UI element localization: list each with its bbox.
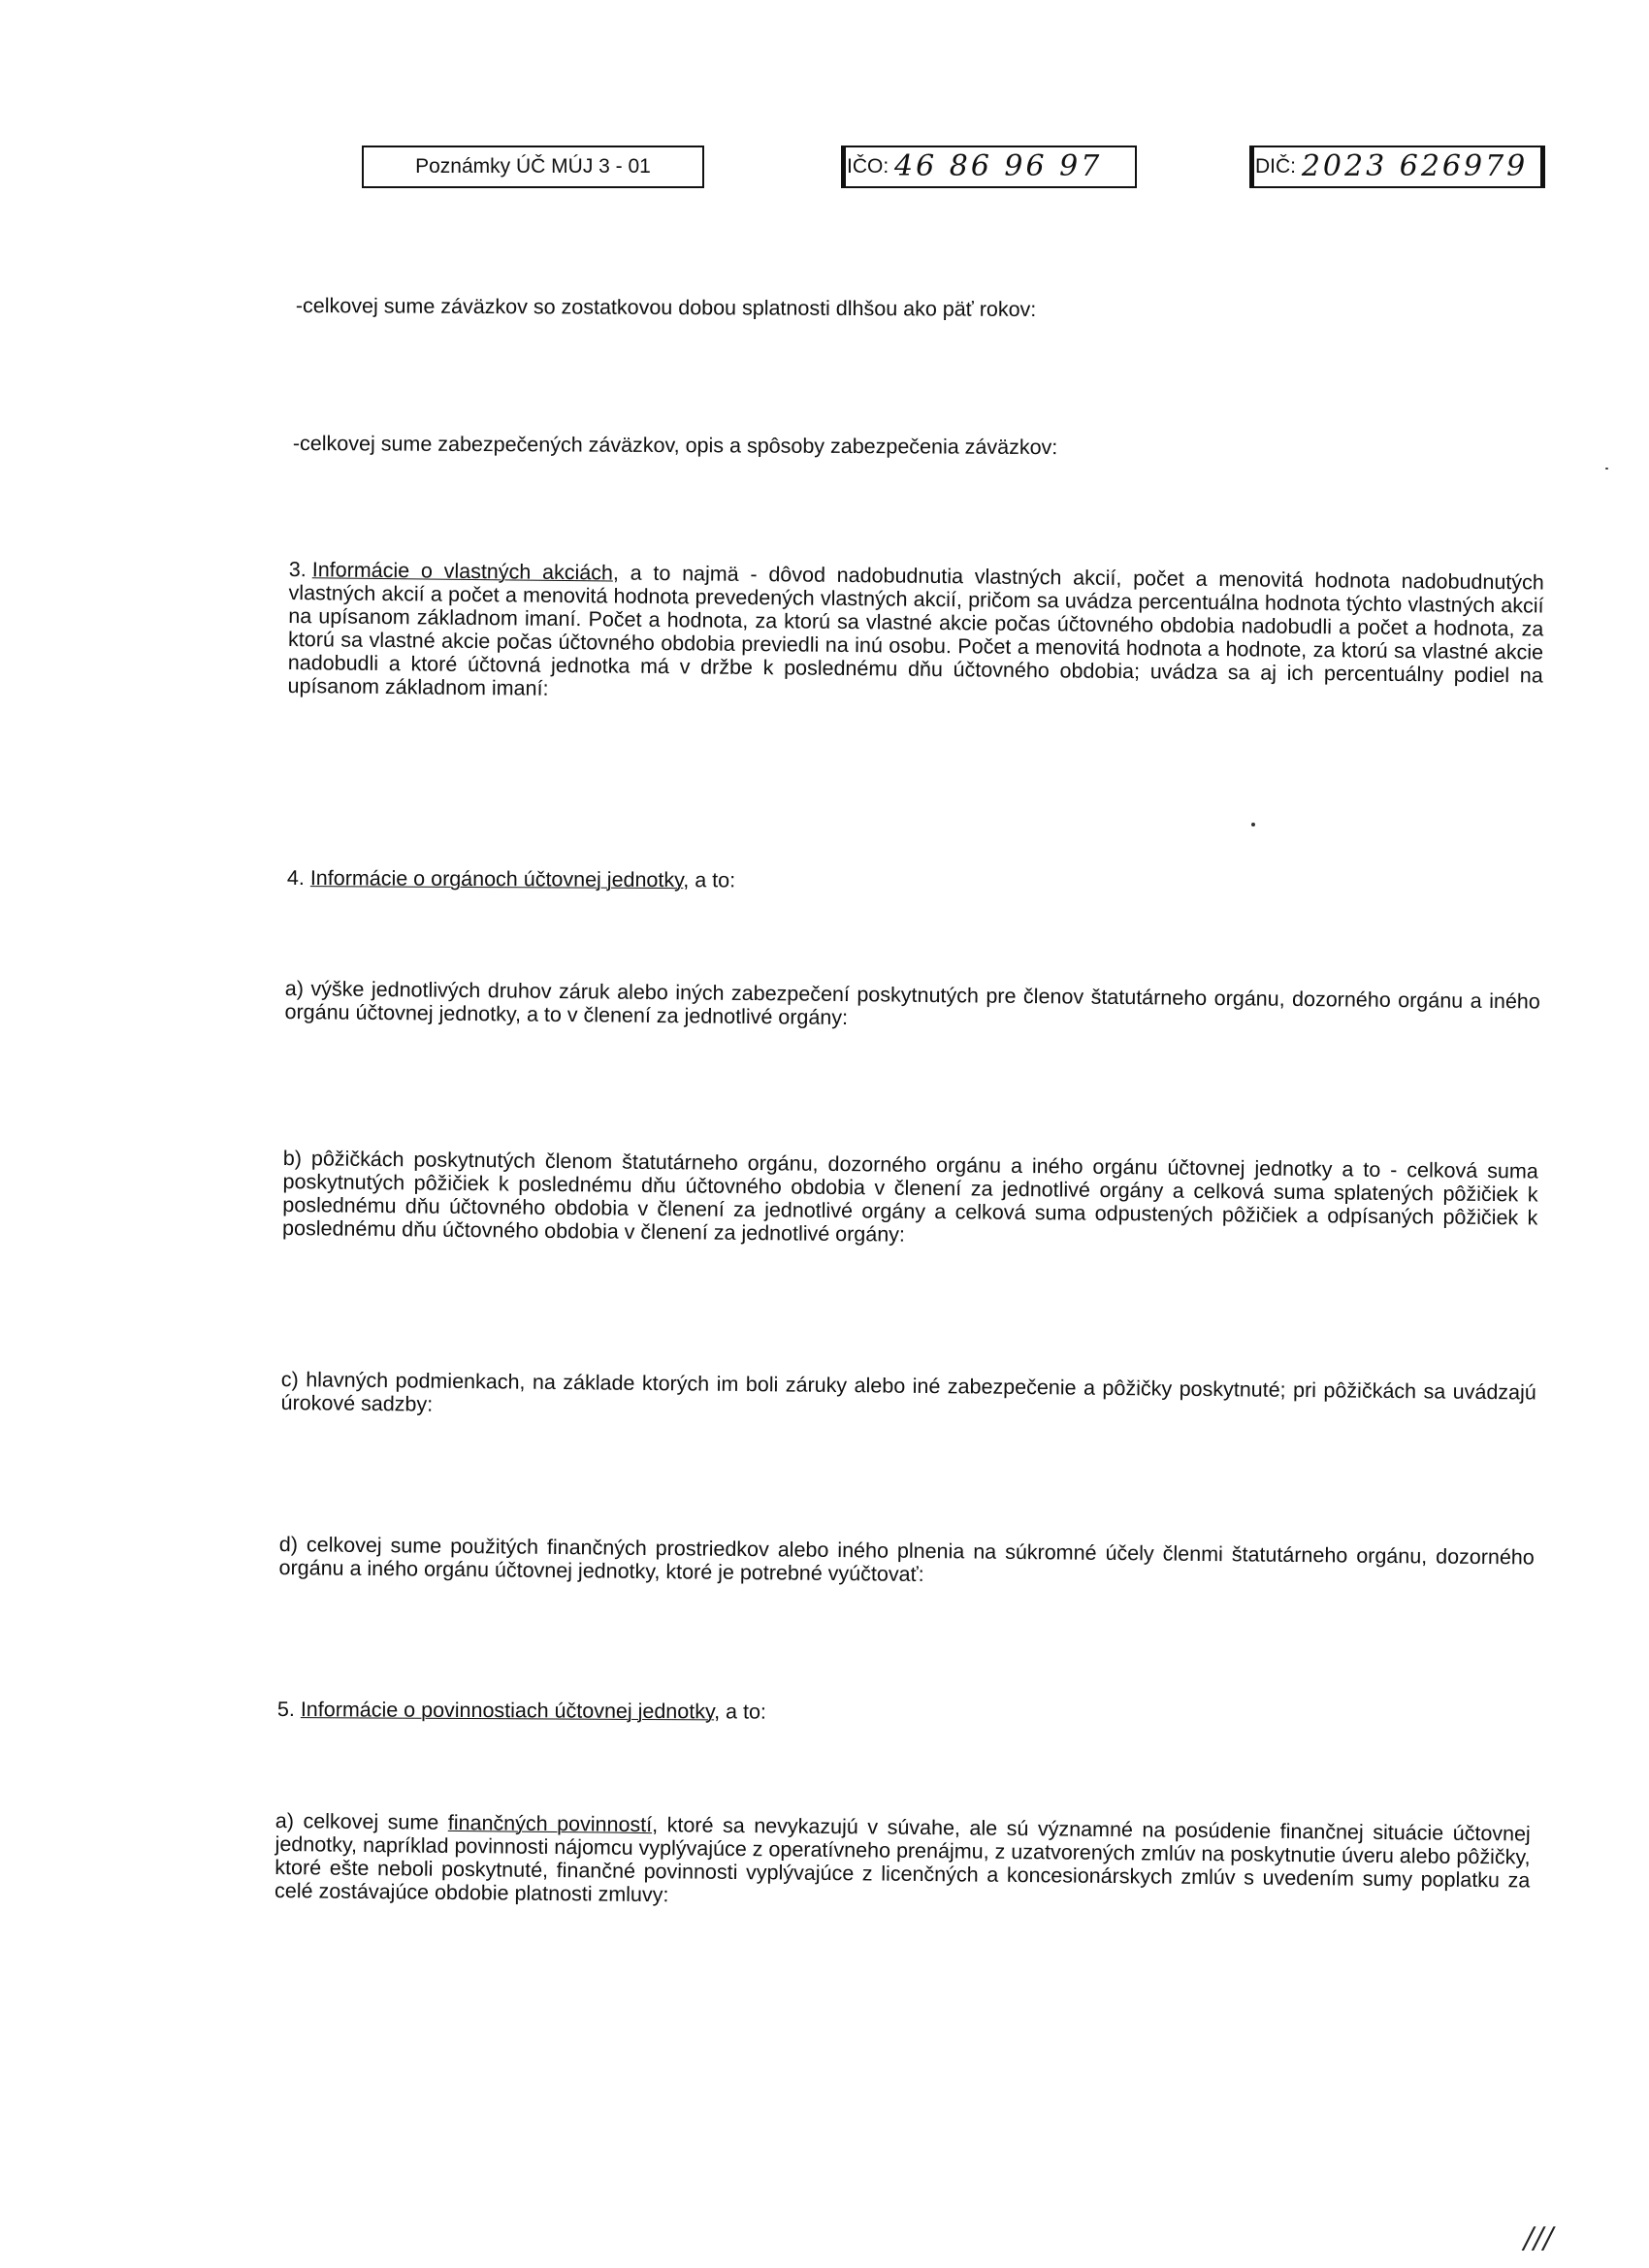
- private-use-funds-text: d) celkovej sume použitých finančných prostriedkov alebo iného plnenia na súkromné účely členmi štatutárneho orgánu, dozorného orgánu a iného orgánu účtovnej jednotky, ktoré je potrebné vyúčtovať:: [278, 1533, 1535, 1586]
- main-conditions-text: c) hlavných podmienkach, na základe ktorých im boli záruky alebo iné zabezpečenie a pôžičky poskytnuté; pri pôžičkách sa uvádzajú úrokové sadzby:: [280, 1368, 1536, 1416]
- loans-text: b) pôžičkách poskytnutých členom štatutárneho orgánu, dozorného orgánu a iného orgánu účtovnej jednotky a to - celková suma poskytnutých pôžičiek k poslednému dňu účtovného obdobia v členení za jednotlivé orgány a celková suma splatených pôžičiek k poslednému dňu účtovného obdobia v členení za jednotlivé orgány a celková suma odpustených pôžičiek a odpísaných pôžičiek k poslednému dňu účtovného obdobia v členení za jednotlivé orgány:: [281, 1147, 1538, 1247]
- section-text: , a to:: [714, 1700, 766, 1724]
- form-code-box: [362, 146, 704, 188]
- financial-obligations-text: [275, 1809, 1531, 1916]
- form-code-label: Poznámky ÚČ MÚJ 3 - 01: [415, 155, 651, 178]
- long-term-liabilities-text: -celkovej sume záväzkov so zostatkovou dobou splatnosti dlhšou ako päť rokov:: [295, 294, 1037, 321]
- section-number: 3.: [288, 558, 307, 582]
- section-heading: Informácie o povinnostiach účtovnej jednotky: [300, 1698, 715, 1724]
- scan-speck: [1251, 823, 1255, 826]
- secured-liabilities-text: -celkovej sume zabezpečených záväzkov, opis a spôsoby zabezpečenia záväzkov:: [292, 432, 1058, 460]
- scan-speck: [1605, 468, 1608, 470]
- text-part: a) celkovej sume: [275, 1809, 448, 1834]
- own-shares-section: [287, 558, 1543, 711]
- section-text: , a to:: [683, 868, 736, 892]
- obligations-section: [277, 1698, 956, 1725]
- dic-label: DIČ:: [1255, 155, 1296, 178]
- section-number: 4.: [286, 866, 305, 891]
- section-heading: Informácie o orgánoch účtovnej jednotky: [309, 866, 684, 892]
- ico-label: IČO:: [847, 155, 889, 178]
- section-heading: Informácie o vlastných akciách: [311, 558, 614, 585]
- guarantees-text: a) výške jednotlivých druhov záruk alebo iných zabezpečení poskytnutých pre členov štatutárneho orgánu, dozorného orgánu a iného orgánu účtovnej jednotky, a to v členení za jednotlivé orgány:: [284, 977, 1540, 1030]
- section-number: 5.: [276, 1698, 295, 1722]
- company-bodies-section: [287, 866, 966, 893]
- ico-handwritten-value: 46 86 96 97: [894, 149, 1103, 183]
- dic-box: [1249, 146, 1545, 188]
- ico-box: [841, 146, 1137, 188]
- page-mark: ///: [1524, 2221, 1554, 2255]
- text-part: , ktoré sa nevykazujú v súvahe, ale sú významné na posúdenie finančnej situácie účtovnej jednotky, napríklad povinnosti nájomcu vyplývajúce z operatívneho prenájmu, z uzatvorených zmlúv na poskytnutie úveru alebo pôžičky, ktoré ešte neboli poskytnuté, finančné povinnosti vyplývajúce z licenčných a koncesionárskych zmlúv s uvedením sumy poplatku za celé zostávajúce obdobie platnosti zmluvy:: [274, 1813, 1531, 1907]
- section-text: , a to najmä - dôvod nadobudnutia vlastných akcií, počet a menovitá hodnota nadobudnutých vlastných akcií a počet a menovitá hodnota prevedených vlastných akcií, pričom sa uvádza percentuálna hodnota týchto vlastných akcií na upísanom základnom imaní. Počet a hodnota, za ktorú sa vlastné akcie počas účtovného obdobia nadobudli a počet a hodnota, za ktorú sa vlastné akcie počas účtovného obdobia previedli na inú osobu. Počet a menovitá hodnota a hodnote, za ktorú sa vlastné akcie nadobudli a ktoré účtovná jednotka má v držbe k poslednému dňu účtovného obdobia; uvádza sa aj ich percentuálny podiel na upísanom základnom imaní:: [287, 561, 1544, 700]
- dic-handwritten-value: 2023 626979: [1301, 149, 1529, 183]
- underlined-term: finančných povinností: [447, 1810, 653, 1837]
